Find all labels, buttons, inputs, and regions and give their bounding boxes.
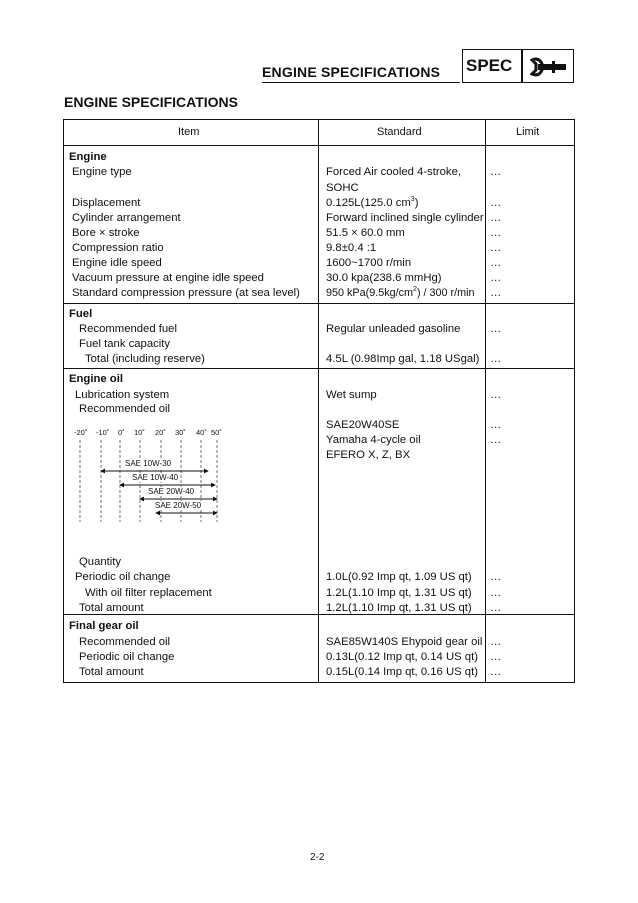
- limit-mark: …: [490, 242, 502, 254]
- limit-mark: …: [490, 666, 502, 678]
- section-divider-fuel: [63, 303, 575, 304]
- section-heading-final-gear-oil: Final gear oil: [69, 620, 139, 632]
- vacuum-pressure-label: Vacuum pressure at engine idle speed: [72, 272, 264, 284]
- limit-mark: …: [490, 197, 502, 209]
- table-header-divider: [63, 145, 575, 146]
- limit-mark: …: [490, 434, 502, 446]
- temp-label: 10˚: [134, 428, 145, 437]
- limit-mark: …: [490, 323, 502, 335]
- limit-mark: …: [490, 212, 502, 224]
- section-heading-engine: Engine: [69, 151, 107, 163]
- idle-speed-label: Engine idle speed: [72, 257, 162, 269]
- idle-speed-value: 1600~1700 r/min: [326, 257, 412, 269]
- recommended-oil-value-2: Yamaha 4-cycle oil: [326, 434, 421, 446]
- column-header-standard: Standard: [377, 126, 422, 138]
- oil-total-amount-label: Total amount: [79, 602, 144, 614]
- fuel-total-value: 4.5L (0.98Imp gal, 1.18 USgal): [326, 353, 480, 365]
- recommended-oil-value-1: SAE20W40SE: [326, 419, 400, 431]
- lubrication-value: Wet sump: [326, 389, 377, 401]
- oil-grade-label: SAE 20W-40: [148, 487, 195, 496]
- spec-badge-label: SPEC: [466, 56, 513, 75]
- oil-grade-label: SAE 10W-40: [132, 473, 179, 482]
- limit-mark: …: [490, 571, 502, 583]
- gear-recommended-oil-label: Recommended oil: [79, 636, 171, 648]
- gear-recommended-oil-value: SAE85W140S Ehypoid gear oil: [326, 636, 483, 648]
- column-divider-standard: [318, 119, 319, 683]
- temp-label: 40˚: [196, 428, 207, 437]
- oil-grade-label: SAE 10W-30: [125, 459, 172, 468]
- lubrication-label: Lubrication system: [75, 389, 170, 401]
- limit-mark: …: [490, 651, 502, 663]
- limit-mark: …: [490, 419, 502, 431]
- engine-type-value-2: SOHC: [326, 182, 359, 194]
- limit-mark: …: [490, 636, 502, 648]
- oil-grade-label: SAE 20W-50: [155, 501, 202, 510]
- gear-periodic-change-value: 0.13L(0.12 Imp qt, 0.14 US qt): [326, 651, 478, 663]
- periodic-oil-change-label: Periodic oil change: [75, 571, 171, 583]
- temp-label: 30˚: [175, 428, 186, 437]
- std-compression-label: Standard compression pressure (at sea level): [72, 287, 300, 299]
- limit-mark: …: [490, 587, 502, 599]
- recommended-oil-label: Recommended oil: [79, 403, 171, 415]
- gear-total-amount-label: Total amount: [79, 666, 144, 678]
- header-underline: [262, 82, 460, 83]
- limit-mark: …: [490, 166, 502, 178]
- limit-mark: …: [490, 287, 502, 299]
- bore-stroke-label: Bore × stroke: [72, 227, 140, 239]
- column-divider-limit: [485, 119, 486, 683]
- vacuum-pressure-value: 30.0 kpa(238.6 mmHg): [326, 272, 442, 284]
- temp-label: 20˚: [155, 428, 166, 437]
- fuel-total-label: Total (including reserve): [85, 353, 205, 365]
- limit-mark: …: [490, 353, 502, 365]
- section-heading-engine-oil: Engine oil: [69, 373, 123, 385]
- displacement-value: 0.125L(125.0 $cm^3$): [326, 196, 419, 209]
- limit-mark: …: [490, 389, 502, 401]
- cylinder-value: Forward inclined single cylinder: [326, 212, 484, 224]
- bore-stroke-value: 51.5 × 60.0 mm: [326, 227, 405, 239]
- recommended-fuel-label: Recommended fuel: [79, 323, 177, 335]
- compression-ratio-value: 9.8±0.4 :1: [326, 242, 377, 254]
- column-header-item: Item: [178, 126, 200, 138]
- limit-mark: …: [490, 602, 502, 614]
- gear-total-amount-value: 0.15L(0.14 Imp qt, 0.16 US qt): [326, 666, 478, 678]
- quantity-label: Quantity: [79, 556, 122, 568]
- oil-total-amount-value: 1.2L(1.10 Imp qt, 1.31 US qt): [326, 602, 472, 614]
- cylinder-label: Cylinder arrangement: [72, 212, 181, 224]
- limit-mark: …: [490, 272, 502, 284]
- spec-badge-divider: [521, 49, 523, 83]
- limit-mark: …: [490, 227, 502, 239]
- recommended-fuel-value: Regular unleaded gasoline: [326, 323, 461, 335]
- page-number: 2-2: [310, 852, 325, 863]
- engine-type-label: Engine type: [72, 166, 132, 178]
- column-header-limit: Limit: [516, 126, 540, 138]
- engine-type-value-1: Forced Air cooled 4-stroke,: [326, 166, 461, 178]
- periodic-oil-change-value: 1.0L(0.92 Imp qt, 1.09 US qt): [326, 571, 472, 583]
- section-heading-fuel: Fuel: [69, 308, 93, 320]
- temp-label: -10˚: [96, 428, 110, 437]
- gear-periodic-change-label: Periodic oil change: [79, 651, 175, 663]
- section-divider-engine-oil: [63, 368, 575, 369]
- recommended-oil-value-3: EFERO X, Z, BX: [326, 449, 411, 461]
- std-compression-value: 950 $kPa(9.5kg/cm^2) / 300$ r/min: [326, 286, 475, 299]
- temp-label: -20˚: [74, 428, 88, 437]
- oil-viscosity-chart: [60, 438, 260, 528]
- oil-filter-replacement-label: With oil filter replacement: [85, 587, 212, 599]
- oil-filter-replacement-value: 1.2L(1.10 Imp qt, 1.31 US qt): [326, 587, 472, 599]
- temp-label: 50˚: [211, 428, 222, 437]
- compression-ratio-label: Compression ratio: [72, 242, 164, 254]
- temp-label: 0˚: [118, 428, 125, 437]
- header-title: ENGINE SPECIFICATIONS: [262, 64, 441, 80]
- page-title: ENGINE SPECIFICATIONS: [64, 94, 238, 110]
- limit-mark: …: [490, 257, 502, 269]
- displacement-label: Displacement: [72, 197, 141, 209]
- wrench-icon: [530, 56, 568, 78]
- fuel-tank-capacity-label: Fuel tank capacity: [79, 338, 171, 350]
